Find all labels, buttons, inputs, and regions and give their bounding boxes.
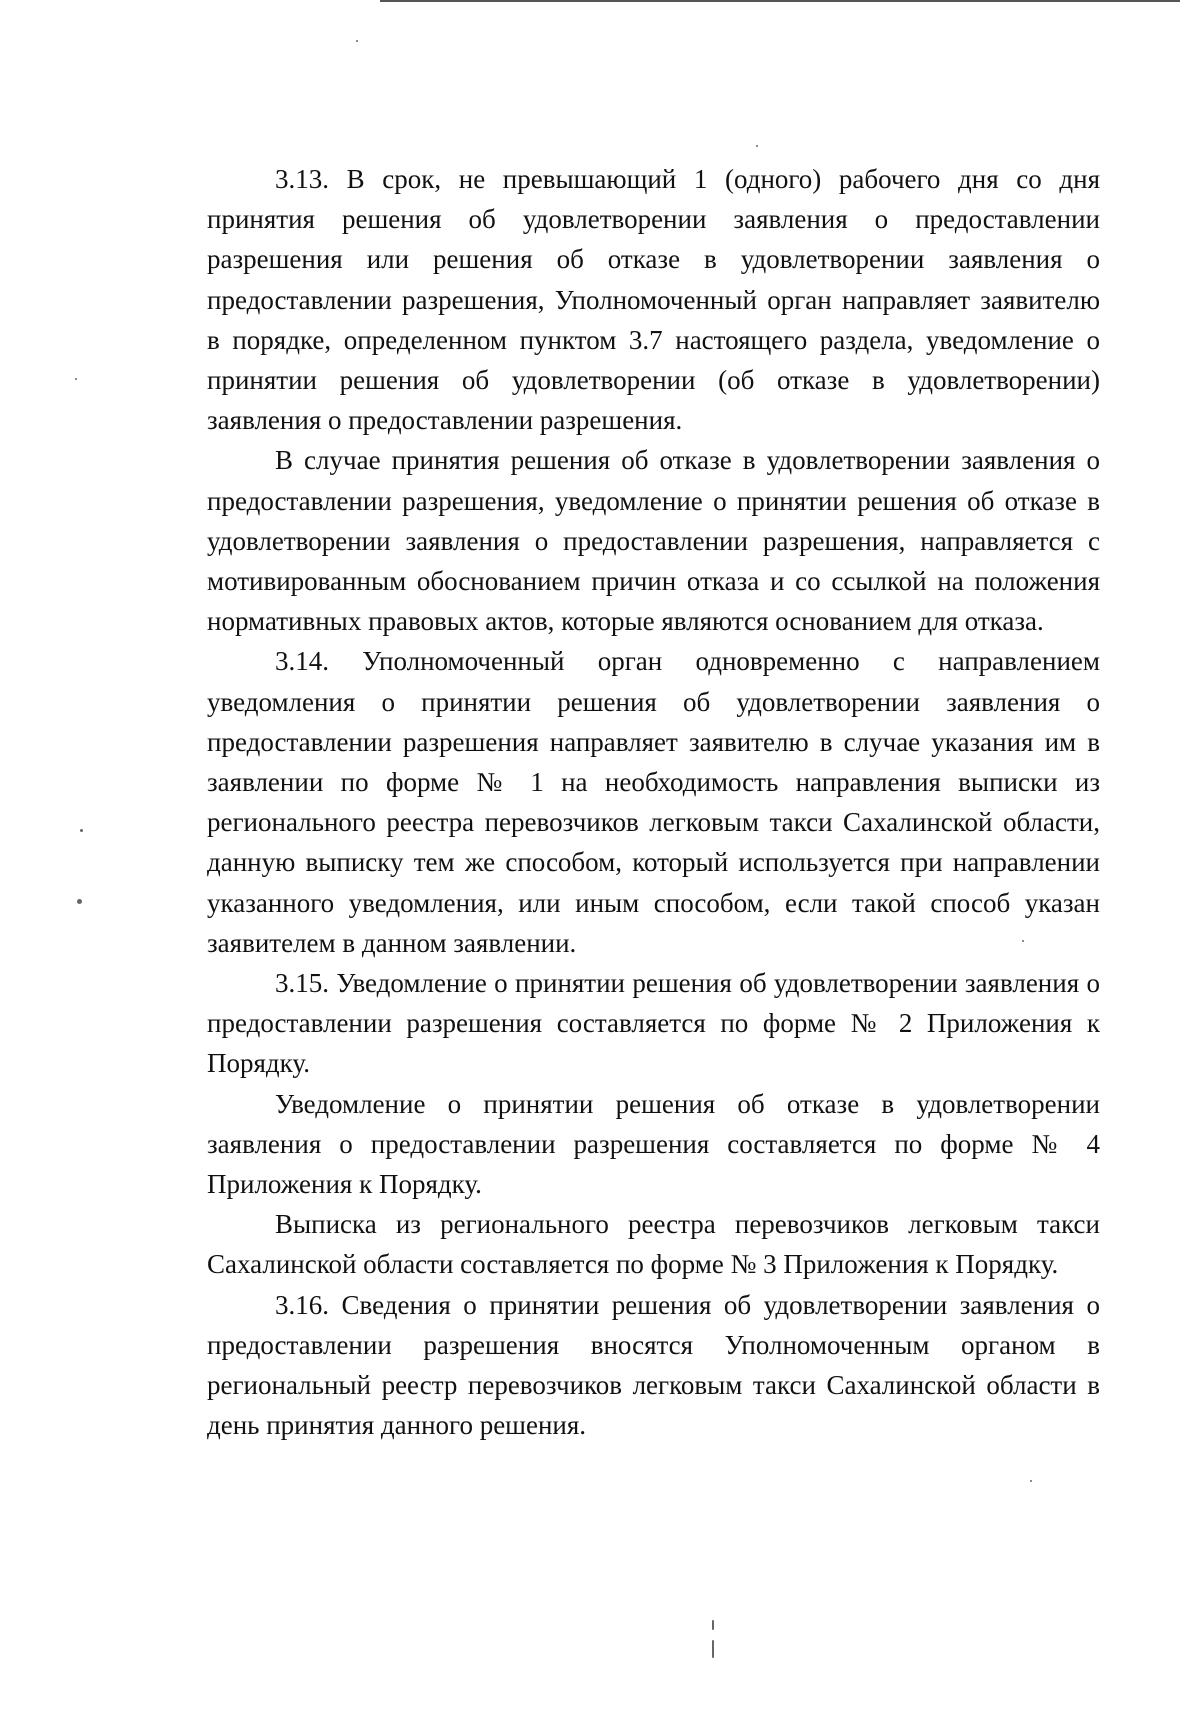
top-edge-rule bbox=[380, 0, 1180, 2]
scan-speck bbox=[80, 829, 83, 832]
paragraph-refusal-notice: В случае принятия решения об отказе в удовлетворении заявления о предоставлении разрешения, уведомление о принятии решения об отказе в удовлетворении заявления о предоставлении разрешения, направляется с мотивированным обоснованием причин отказа и со ссылкой на положения нормативных правовых актов, которые являются основанием для отказа. bbox=[207, 445, 1100, 637]
document-body bbox=[207, 159, 1100, 1446]
scan-speck bbox=[1022, 940, 1024, 942]
paragraph-3-16: 3.16. Сведения о принятии решения об удовлетворении заявления о предоставлении разрешения вносятся Уполномоченным органом в региональный реестр перевозчиков легковым такси Сахалинской области в день принятия данного решения. bbox=[207, 1289, 1100, 1441]
scan-speck bbox=[712, 1620, 714, 1630]
scan-speck bbox=[75, 378, 77, 380]
paragraph-3-14: 3.14. Уполномоченный орган одновременно с направлением уведомления о принятии решения об удовлетворении заявления о предоставлении разрешения направляет заявителю в случае указания им в заявлении по форме № 1 на необходимость направления выписки из регионального реестра перевозчиков легковым такси Сахалинской области, данную выписку тем же способом, который используется при направлении указанного уведомления, или иным способом, если такой способ указан заявителем в данном заявлении. bbox=[207, 646, 1100, 958]
paragraph-3-15: 3.15. Уведомление о принятии решения об удовлетворении заявления о предоставлении разрешения составляется по форме № 2 Приложения к Порядку. bbox=[207, 968, 1100, 1079]
scan-speck bbox=[356, 40, 358, 42]
scan-speck bbox=[756, 145, 758, 147]
scan-speck bbox=[77, 899, 82, 904]
scan-speck bbox=[1030, 1480, 1032, 1482]
scan-speck bbox=[712, 1640, 714, 1658]
paragraph-extract-form: Выписка из регионального реестра перевозчиков легковым такси Сахалинской области составляется по форме № 3 Приложения к Порядку. bbox=[207, 1209, 1100, 1280]
paragraph-refusal-form: Уведомление о принятии решения об отказе в удовлетворении заявления о предоставлении разрешения составляется по форме № 4 Приложения к Порядку. bbox=[207, 1088, 1100, 1200]
paragraph-3-13: 3.13. В срок, не превышающий 1 (одного) рабочего дня со дня принятия решения об удовлетворении заявления о предоставлении разрешения или решения об отказе в удовлетворении заявления о предоставлении разрешения, Уполномоченный орган направляет заявителю в порядке, определенном пунктом 3.7 настоящего раздела, уведомление о принятии решения об удовлетворении (об отказе в удовлетворении) заявления о предоставлении разрешения. bbox=[207, 164, 1100, 436]
